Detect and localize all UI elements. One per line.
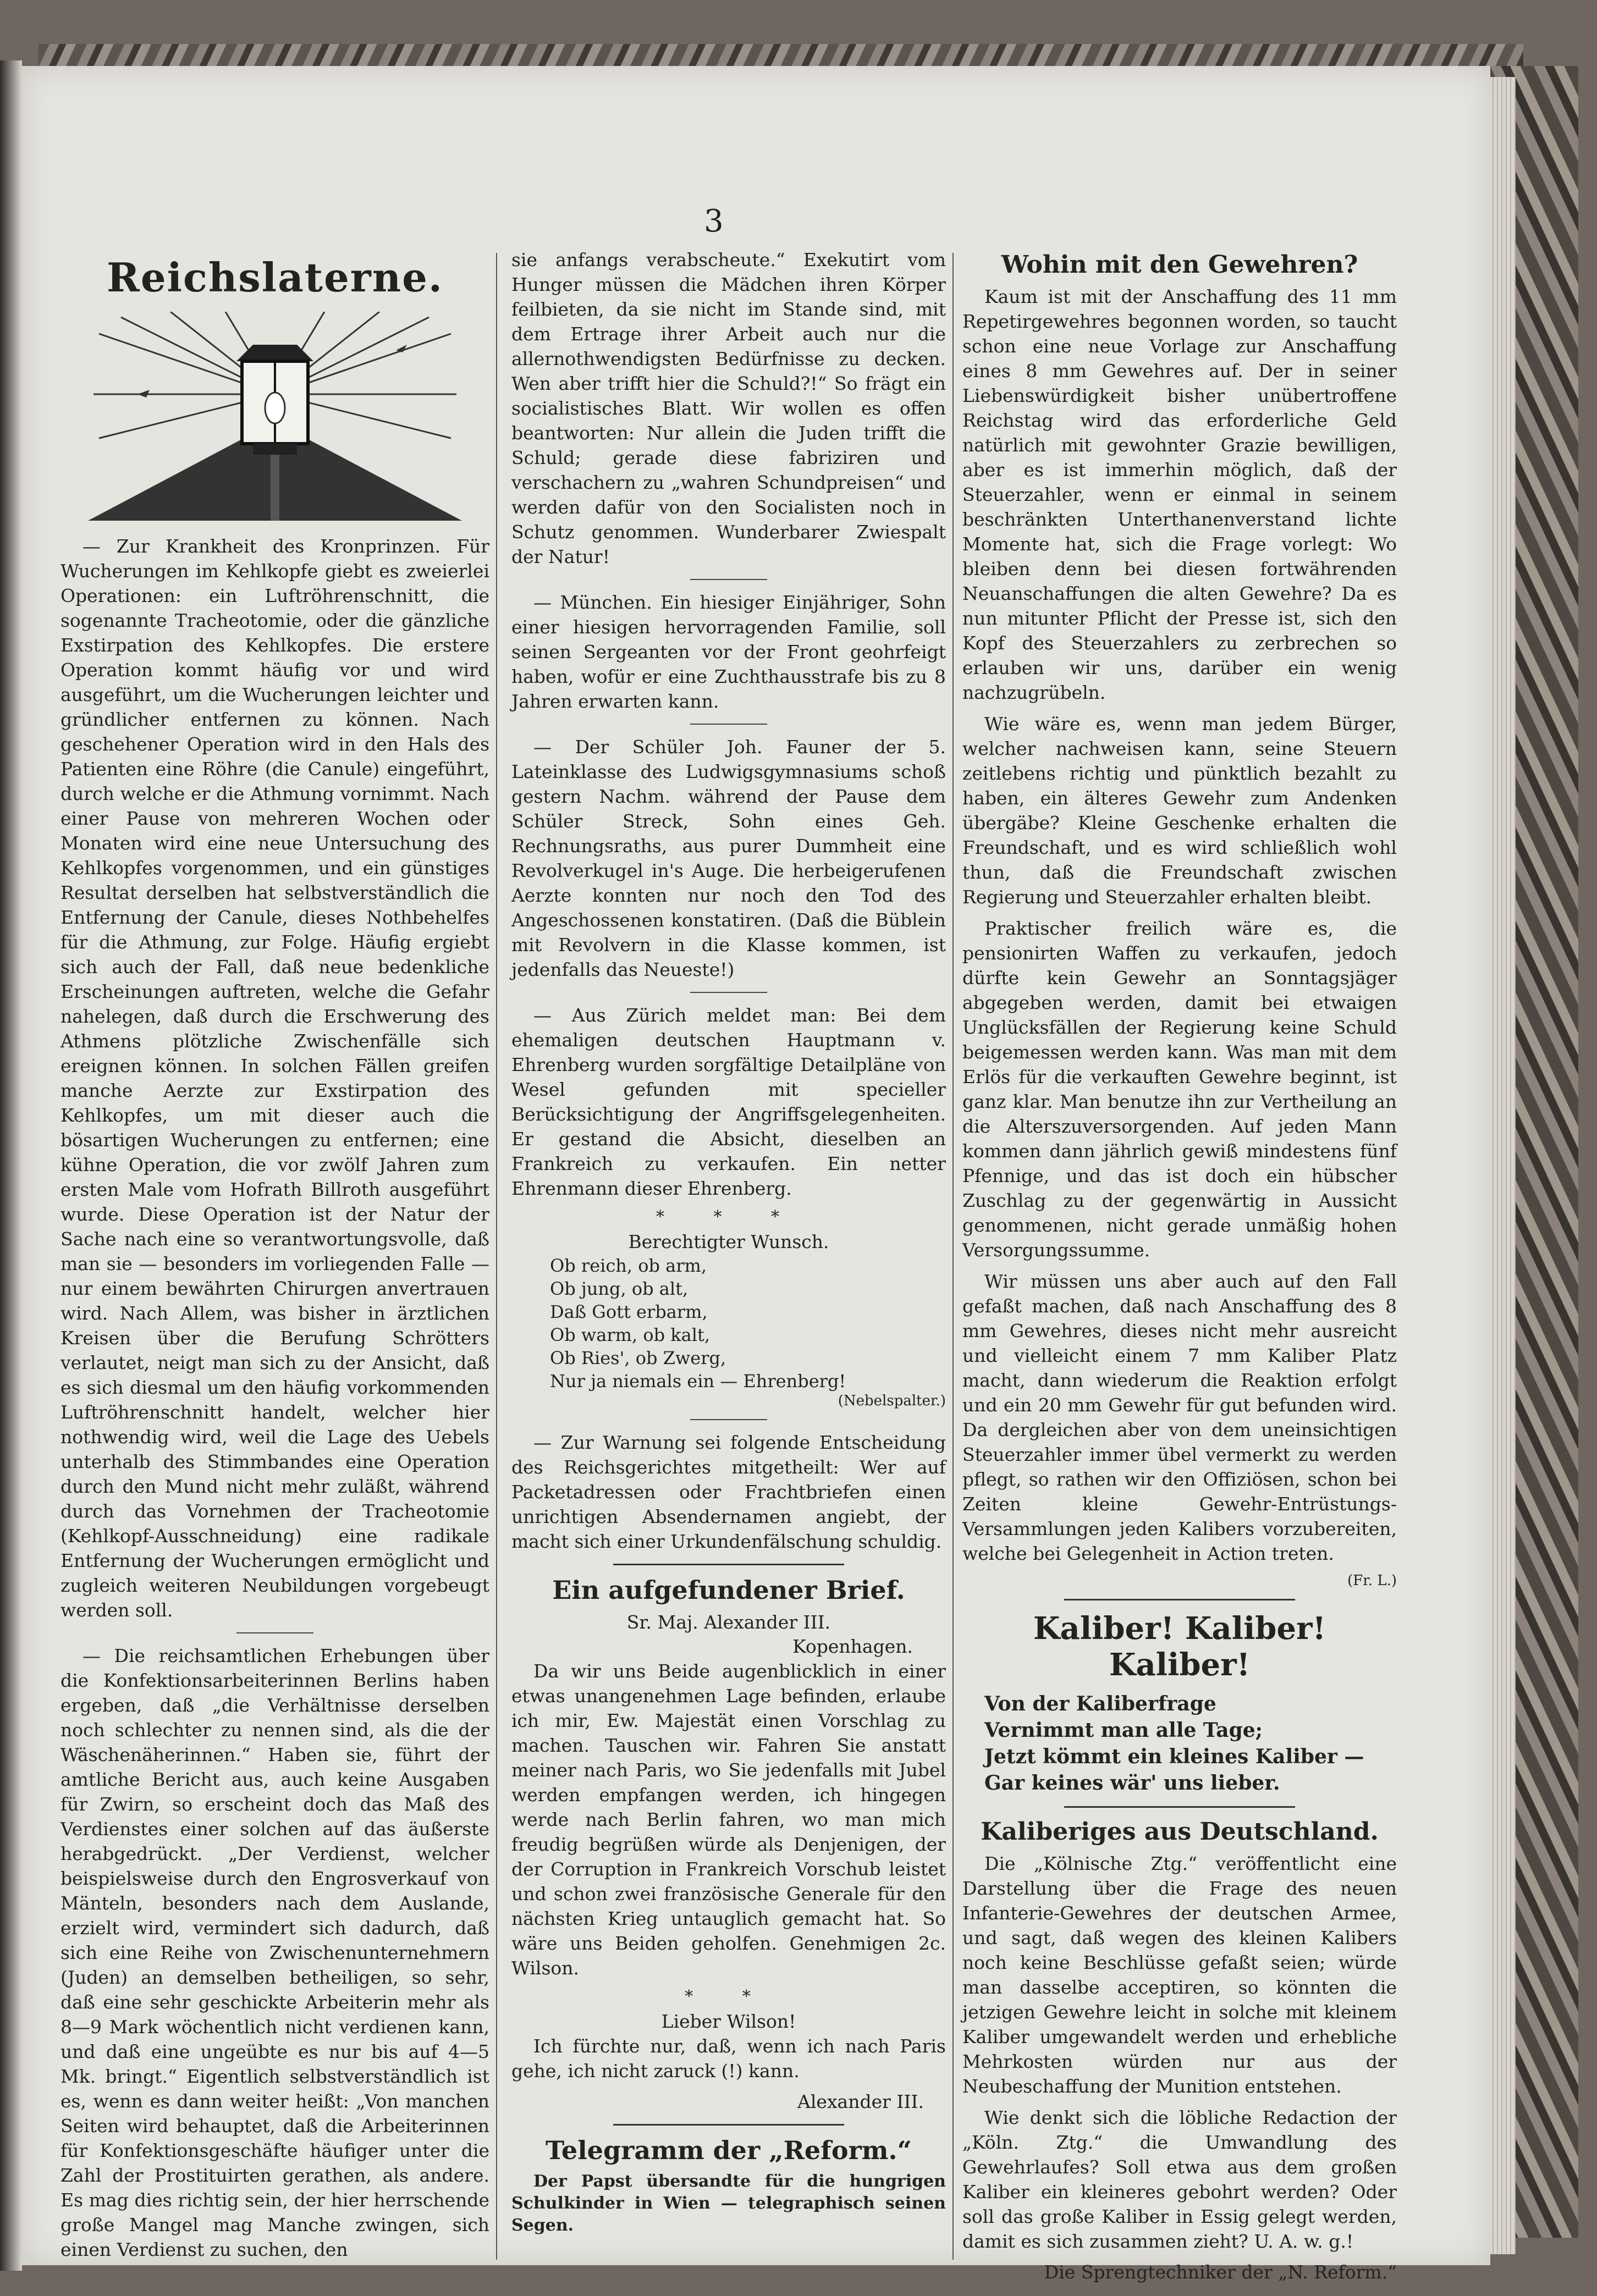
gewehre-p1: Kaum ist mit der Anschaffung des 11 mm Repetirgewehres begonnen worden, so taucht schon eine neue Vorlage zur Anschaffung eines 8 mm Gewehres auf. Der in seiner Liebenswürdigkeit bisher unübertroffene Reichstag wird das erforderliche Geld natürlich mit gewohnter Grazie bewilligen, aber es ist immerhin möglich, daß der Steuerzahler, wenn er einmal in seinem beschränkten Unterthanenverstand lichte Momente hat, sich die Frage vorlegt: Wo bleiben denn bei diesen fortwährenden Neuanschaffungen die alten Gewehre? Da es nun mitunter Pflicht der Presse ist, sich den Kopf des Steuerzahlers zu zerbrechen so erlauben wir uns, darüber ein wenig nachzugrübeln. [962,286,1397,703]
masthead-title: Reichslaterne. [107,254,443,301]
verse-line: Gar keines wär' uns lieber. [984,1771,1280,1795]
asterisk-divider: * * [685,1987,773,2006]
gewehre-p3: Praktischer freilich wäre es, die pensionirten Waffen zu verkaufen, jedoch dürfte kein Gewehr an Sonntagsjäger abgegeben werden, damit bei etwaigen Unglücksfällen der Regierung keine Schuld beigemessen werden kann. Was man mit dem Erlös für die verkauften Gewehre beginnt, ist ganz klar. Man benutze ihn zur Vertheilung an die Alterszuversorgenden. Auf jeden Mann kommen dann jährlich gewiß mindestens fünf Pfennige, und das ist doch ein hübscher Zuschlag zu der gegenwärtig in Aussicht genommenen, nicht gerade unmäßig hohen Versorgungssumme. [962,918,1397,1261]
poem-line: Ob Ries', ob Zwerg, [550,1348,726,1368]
section-rule [613,1564,844,1565]
article-kronprinz: — Zur Krankheit des Kronprinzen. Für Wucherungen im Kehlkopfe giebt es zweierlei Operationen: ein Luftröhrenschnitt, die sogenannte Tracheotomie, oder die gänzliche Exstirpation des Kehlkopfes. Die erstere Operation kommt häufig vor und wird ausgeführt, um die Wucherungen leichter und gründlicher entfernen zu können. Nach geschehener Operation wird in den Hals des Patienten eine Röhre (die Canule) eingeführt, durch welche er die Athmung vornimmt. Nach einer Pause von mehreren Wochen oder Monaten wird eine neue Untersuchung des Kehlkopfes vorgenommen, und ein günstiges Resultat derselben hat selbstverständlich die Entfernung der Canule, dieses Nothbehelfes für die Athmung, zur Folge. Häufig ergiebt sich auch der Fall, daß neue bedenkliche Erscheinungen auftreten, welche die Gefahr nahelegen, daß durch die Erschwerung des Athmens plötzliche Zwischenfälle sich ereignen können. In solchen Fällen greifen manche Aerzte zur Exstirpation des Kehlkopfes, um mit dieser auch die bösartigen Wucherungen zu entfernen; eine kühne Operation, die vor zwölf Jahren zum ersten Male vom Hofrath Billroth ausgeführt wurde. Diese Operation ist der Natur der Sache nach eine so verantwortungsvolle, daß man sie — besonders im vorliegenden Falle — nur einem bewährten Chirurgen anvertrauen wird. Nach Allem, was bisher in ärztlichen Kreisen über die Berufung Schrötters verlautet, neigt man sich zu der Ansicht, daß es sich diesmal um den häufig vorkommenden Luftröhrenschnitt handelt, welcher hier nothwendig wird, weil die Lage des Uebels unterhalb des Stimmbandes eine Operation durch den Mund nicht mehr zuläßt, während durch das Vornehmen der Tracheotomie (Kehlkopf-Ausschneidung) eine radikale Entfernung der Wucherungen ermöglicht und zugleich weiteren Neubildungen vorgebeugt werden soll. [60,536,489,1621]
column-rule-2 [952,253,954,2260]
kaliberiges-signature: Die Sprengtechniker der „N. Reform.“ [1044,2261,1397,2283]
telegram-heading: Telegramm der „Reform.“ [545,2135,912,2165]
divider [690,1419,767,1420]
divider [690,579,767,580]
book-spine [0,60,22,2271]
poem-line: Nur ja niemals ein — Ehrenberg! [550,1371,846,1392]
kaliberiges-p2: Wie denkt sich die löbliche Redaction der „Köln. Ztg.“ die Umwandlung des Gewehrlaufes? Soll etwa aus dem großen Kaliber ein kleineres gebohrt werden? Oder soll das große Kaliber in Essig gelegt werden, damit es sich zusammen zieht? U. A. w. g.! [962,2107,1397,2252]
verse-line: Vernimmt man alle Tage; [984,1719,1263,1742]
reply-body: Ich fürchte nur, daß, wenn ich nach Paris gehe, ich nicht zaruck (!) kann. [511,2035,946,2082]
divider [690,992,767,993]
poem-source: (Nebelspalter.) [838,1393,946,1409]
poem-title: Berechtigter Wunsch. [628,1231,829,1252]
gewehre-p4: Wir müssen uns aber auch auf den Fall gefaßt machen, daß nach Anschaffung des 8 mm Gewehres, dieses nicht mehr ausreicht und vielleicht einem 7 mm Kaliber Platz macht, dann wiederum die Reaktion erfolgt und ein 20 mm Gewehr für gut befunden wird. Da dergleichen aber von dem uneinsichtigen Steuerzahler immer übel vermerkt zu werden pflegt, so rathen wir den Offiziösen, schon bei Zeiten kleine Gewehr-Entrüstungs-Versammlungen jeden Kalibers vorzubereiten, welche bei Gelegenheit in Action treten. [962,1271,1397,1564]
verse-line: Jetzt kömmt ein kleines Kaliber — [984,1745,1364,1768]
section-rule [1064,1599,1295,1600]
newspaper-page [22,66,1490,2283]
telegram-body: Der Papst übersandte für die hungrigen Schulkinder in Wien — telegraphisch seinen Segen. [511,2172,946,2235]
asterisk-divider: * * * [656,1207,802,1227]
column-2 [511,247,946,2243]
article-warnung: — Zur Warnung sei folgende Entscheidung des Reichsgerichtes mitgetheilt: Wer auf Packetadressen oder Frachtbriefen einen unrichtigen Absendernamen angiebt, der macht sich einer Urkundenfälschung schuldig. [511,1432,946,1552]
kaliber-heading: Kaliber! Kaliber! Kaliber! [1033,1610,1326,1683]
brief-city: Kopenhagen. [792,1636,913,1657]
section-rule [613,2124,844,2126]
reply-signature: Alexander III. [797,2091,924,2112]
brief-address: Sr. Maj. Alexander III. [626,1611,831,1633]
divider [236,1632,313,1633]
column-3 [962,247,1397,2284]
column-1 [60,247,489,2269]
section-rule [1064,1806,1295,1808]
kaliber-verse [962,1691,1397,1796]
poem-line: Ob warm, ob kalt, [550,1324,710,1345]
poem-line: Ob jung, ob alt, [550,1278,689,1299]
reply-salutation: Lieber Wilson! [661,2011,796,2032]
article-continued: sie anfangs verabscheute.“ Exekutirt vom Hunger müssen die Mädchen ihren Körper feilbieten, da sie nicht im Stande sind, mit dem Ertrage ihrer Arbeit auch nur die allernothwendigsten Bedürfnisse zu decken. Wen aber trifft hier die Schuld?!“ So frägt ein socialistisches Blatt. Wir wollen es offen beantworten: Nur allein die Juden trifft die Schuld; gerade diese fabriziren und verschachern zu „wahren Schundpreisen“ und werden dafür von den Socialisten noch in Schutz genommen. Wunderbarer Zwiespalt der Natur! [511,249,946,567]
article-schueler: — Der Schüler Joh. Fauner der 5. Lateinklasse des Ludwigsgymnasiums schoß gestern Nachm. während der Pause dem Schüler Streck, Sohn eines Geh. Rechnungsraths, aus purer Dummheit eine Revolverkugel in's Auge. Die herbeigerufenen Aerzte konnten nur noch den Tod des Angeschossenen konstatiren. (Daß die Büblein mit Revolvern in die Klasse kommen, ist jedenfalls das Neueste!) [511,736,946,980]
poem [511,1254,946,1393]
article-muenchen: — München. Ein hiesiger Einjähriger, Sohn einer hiesigen hervorragenden Familie, soll seinen Sergeanten vor der Front geohrfeigt haben, wofür er eine Zuchthausstrafe bis zu 8 Jahren erwarten kann. [511,592,946,712]
brief-body: Da wir uns Beide augenblicklich in einer etwas unangenehmen Lage befinden, erlaube ich mir, Ew. Majestät einen Vorschlag zu machen. Tauschen wir. Fahren Sie anstatt meiner nach Paris, wo Sie jedenfalls mit Jubel werden empfangen werden, ich hingegen werde nach Berlin fahren, wo man mich freudig begrüßen würde als Denjenigen, der der Corruption in Frankreich Vorschub leistet und schon zwei französische Generale für den nächsten Krieg untauglich gemacht hat. So wäre uns Beiden geholfen. Genehmigen 2c. Wilson. [511,1660,946,1979]
brief-heading: Ein aufgefundener Brief. [552,1575,905,1605]
gewehre-p2: Wie wäre es, wenn man jedem Bürger, welcher nachweisen kann, seine Steuern zeitlebens richtig und pünktlich bezahlt zu haben, ein älteres Gewehr zum Andenken übergäbe? Kleine Geschenke erhalten die Freundschaft, und es wird schließlich wohl thun, daß die Freundschaft zwischen Regierung und Steuerzahler erhalten bleibt. [962,713,1397,908]
gewehre-heading: Wohin mit den Gewehren? [1001,251,1358,279]
poem-line: Ob reich, ob arm, [550,1255,707,1276]
poem-line: Daß Gott erbarm, [550,1301,708,1322]
article-konfektion: — Die reichsamtlichen Erhebungen über die Konfektionsarbeiterinnen Berlins haben ergeben, daß „die Verhältnisse derselben noch schlechter zu nennen sind, als die der Wäschenäherinnen.“ Haben sie, führt der amtliche Bericht aus, auch keine Ausgaben für Zwirn, so erscheint doch das Maß des Verdienstes einer solchen auf das äußerste herabgedrückt. „Der Verdienst, welcher beispielsweise durch den Engrosverkauf von Mänteln, besonders nach dem Auslande, erzielt wird, vermindert sich dadurch, daß sich eine Reihe von Zwischenunternehmern (Juden) an demselben betheiligen, so sehr, daß eine sehr geschickte Arbeiterin mehr als 8—9 Mark wöchentlich nicht verdienen kann, und daß eine ungeübte es nur bis auf 4—5 Mk. bringt.“ Eigentlich selbstverständlich ist es, wenn es dann weiter heißt: „Von manchen Seiten wird behauptet, daß die Arbeiterinnen für Konfektionsgeschäfte häufiger unter die Zahl der Prostituirten gerathen, als andere. Es mag dies richtig sein, der hier herrschende große Mangel mag Manche zwingen, sich einen Verdienst zu suchen, den [60,1645,489,2260]
article-zuerich: — Aus Zürich meldet man: Bei dem ehemaligen deutschen Hauptmann v. Ehrenberg wurden sorgfältige Detailpläne von Wesel gefunden mit specieller Berücksichtigung der Angriffsgelegenheiten. Er gestand die Absicht, dieselben an Frankreich zu verkaufen. Ein netter Ehrenmann dieser Ehrenberg. [511,1004,946,1199]
divider [690,724,767,725]
gewehre-source: (Fr. L.) [1347,1572,1397,1589]
kaliberiges-p1: Die „Kölnische Ztg.“ veröffentlicht eine Darstellung über die Frage des neuen Infanterie-Gewehres der deutschen Armee, und sagt, daß wegen des kleinen Kalibers noch keine Beschlüsse gefaßt seien; würde man dasselbe acceptiren, so könnten die jetzigen Gewehre leicht in solche mit kleinem Kaliber umgewandelt werden und erhebliche Mehrkosten würden nur aus der Neubeschaffung der Munition entstehen. [962,1853,1397,2097]
lantern-illustration [88,312,462,521]
kaliberiges-heading: Kaliberiges aus Deutschland. [981,1818,1379,1846]
column-rule-1 [496,253,497,2260]
verse-line: Von der Kaliberfrage [984,1692,1216,1715]
page-number: 3 [704,203,724,239]
